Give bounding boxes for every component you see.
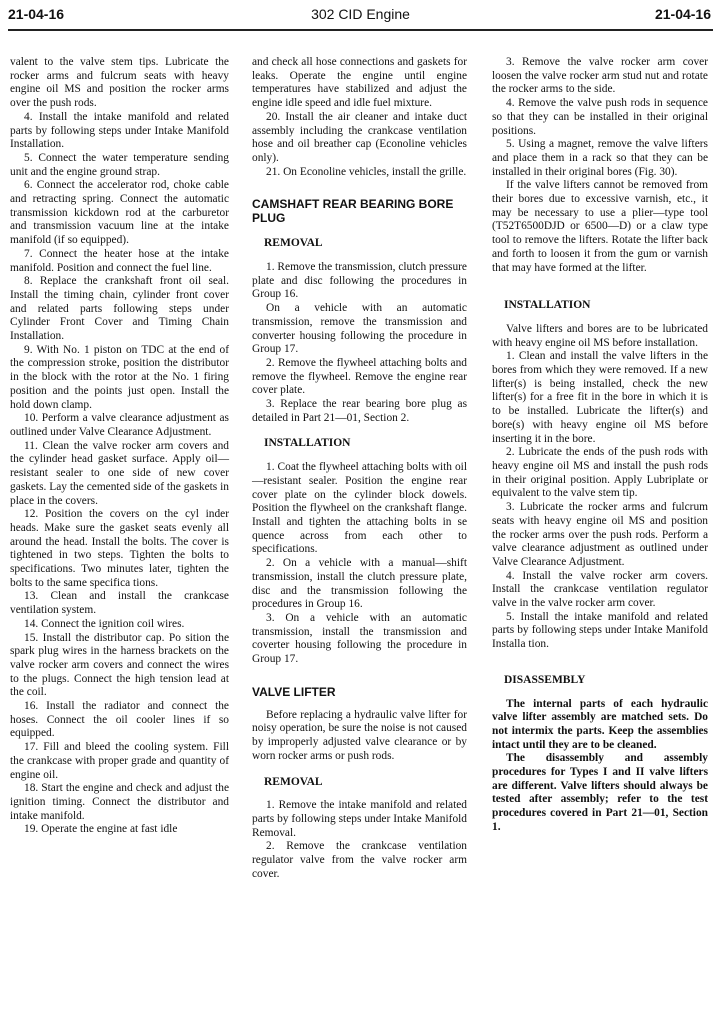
paragraph: On a vehicle with an automatic transmission, remove the transmission and converter housing following the procedure in Group 17. (252, 302, 467, 356)
paragraph: 4. Install the intake manifold and related parts by following steps under Intake Manifold Installation. (10, 110, 229, 151)
paragraph: The internal parts of each hydraulic valve lifter assembly are matched sets. Do not intermix the parts. Keep the assemblies intact until they are to be cleaned. (492, 697, 708, 751)
paragraph: 1. Remove the intake manifold and related parts by following steps under Intake Manifold Removal. (252, 799, 467, 839)
paragraph: 3. Replace the rear bearing bore plug as detailed in Part 21—01, Section 2. (252, 398, 467, 424)
paragraph: 12. Position the covers on the cyl inder heads. Make sure the gasket seats evenly all around the head. Install the bolts. The cover is tightened in two steps. Tighten the bolts to specifications. Two minutes later, tighten the bolts to the same specifica tions. (10, 508, 229, 589)
paragraph: 4. Remove the valve push rods in sequence so that they can be installed in their original positions. (492, 97, 708, 137)
paragraph: and check all hose connections and gaskets for leaks. Operate the engine until engine temperatures have stabilized and adjust the engine idle speed and idle fuel mixture. (252, 56, 467, 110)
paragraph: 3. Lubricate the rocker arms and fulcrum seats with heavy engine oil MS and position the rocker arms over the push rods. Perform a valve clearance adjustment as outlined under Valve Clearance Adjustment. (492, 501, 708, 568)
paragraph: 8. Replace the crankshaft front oil seal. Install the timing chain, cylinder front cover and related parts following steps under Cylinder Front Cover and Timing Chain Installation. (10, 275, 229, 343)
paragraph: 5. Using a magnet, remove the valve lifters and place them in a rack so that they can be installed in their original bores (Fig. 30). (492, 138, 708, 178)
section-heading: CAMSHAFT REAR BEARING BORE PLUG (252, 197, 454, 226)
paragraph: 3. On a vehicle with an automatic transmission, install the transmission and coverter housing following the procedure in Group 17. (252, 611, 467, 666)
section-heading: VALVE LIFTER (252, 684, 336, 699)
header-rule (8, 29, 713, 31)
page-number-right: 21-04-16 (654, 6, 711, 22)
paragraph: 1. Remove the transmission, clutch pressure plate and disc following the procedures in Group 16. (252, 261, 467, 301)
subsection-heading: REMOVAL (264, 775, 323, 788)
paragraph: 10. Perform a valve clearance adjustment as outlined under Valve Clearance Adjustment. (10, 412, 229, 438)
paragraph: Before replacing a hydraulic valve lifter for noisy operation, be sure the noise is not caused by improperly adjusted valve clearance or by worn rocker arms or push rods. (252, 708, 467, 762)
paragraph: 2. Remove the crankcase ventilation regulator valve from the valve rocker arm cover. (252, 840, 467, 880)
paragraph: 1. Coat the flywheel attaching bolts with oil—resistant sealer. Position the engine rear cover plate on the cylinder block dowels. Position the flywheel on the crankshaft flange. Install and tighten the attaching bolts in se quence across from each other to specifications. (252, 461, 467, 556)
paragraph: 6. Connect the accelerator rod, choke cable and retracting spring. Connect the automatic transmission kickdown rod at the carburetor and transmission vacuum line at the intake manifold (if so equipped). (10, 179, 229, 247)
paragraph: 5. Connect the water temperature sending unit and the engine ground strap. (10, 151, 229, 178)
paragraph: 2. Lubricate the ends of the push rods with heavy engine oil MS and install the push rods in their original position. Apply Lubriplate or equivalent to the valve stem tip. (492, 446, 708, 500)
page-title: 302 CID Engine (311, 6, 410, 22)
paragraph: 7. Connect the heater hose at the intake manifold. Position and connect the fuel line. (10, 247, 229, 274)
subsection-heading: INSTALLATION (264, 437, 351, 450)
subsection-heading: REMOVAL (264, 237, 323, 250)
paragraph: 21. On Econoline vehicles, install the grille. (266, 165, 467, 178)
paragraph: 19. Operate the engine at fast idle (24, 823, 178, 836)
paragraph: 14. Connect the ignition coil wires. (24, 617, 185, 630)
paragraph: 15. Install the distributor cap. Po sition the spark plug wires in the harness brackets on the valve rocker arm covers and connect the wires to the plugs. Connect the high tension lead at the coil. (10, 631, 229, 699)
page-header (0, 0, 721, 28)
paragraph: 18. Start the engine and check and adjust the ignition timing. Connect the distributor and intake manifold. (10, 782, 229, 822)
paragraph: 16. Install the radiator and connect the hoses. Connect the oil cooler lines if so equipped. (10, 700, 229, 740)
paragraph: 9. With No. 1 piston on TDC at the end of the compression stroke, position the distributor in the block with the rotor at the No. 1 firing position and the points just open. Install the hold down clamp. (10, 343, 229, 411)
paragraph: 13. Clean and install the crankcase ventilation system. (10, 590, 229, 617)
page-number-left: 21-04-16 (8, 6, 65, 22)
column-1 (10, 56, 229, 837)
paragraph: The disassembly and assembly procedures for Types I and II valve lifters are different. Valve lifters should always be tested after assembly; refer to the test procedures covered in Part 21—01, Section 1. (492, 752, 708, 833)
paragraph: 11. Clean the valve rocker arm covers and the cylinder head gasket surface. Apply oil—resistant sealer to one side of new cover gaskets. Lay the cemented side of the gaskets in place in the covers. (10, 439, 229, 507)
paragraph: 2. Remove the flywheel attaching bolts and remove the flywheel. Remove the engine rear cover plate. (252, 356, 467, 397)
subsection-heading: INSTALLATION (504, 299, 591, 312)
paragraph: 17. Fill and bleed the cooling system. Fill the crankcase with proper grade and quantity of engine oil. (10, 741, 229, 781)
paragraph: valent to the valve stem tips. Lubricate the rocker arms and fulcrum seats with heavy engine oil MS and position the rocker arms over the push rods. (10, 56, 229, 110)
column-2 (252, 56, 467, 881)
paragraph: Valve lifters and bores are to be lubricated with heavy engine oil MS before installation. (492, 322, 708, 349)
column-3 (492, 56, 708, 835)
paragraph: 2. On a vehicle with a manual—shift transmission, install the clutch pressure plate, disc and the transmission following the procedures in Group 16. (252, 557, 467, 611)
paragraph: 3. Remove the valve rocker arm cover loosen the valve rocker arm stud nut and rotate the rocker arms to the side. (492, 56, 708, 96)
paragraph: 1. Clean and install the valve lifters in the bores from which they were removed. If a new lifter(s) is being installed, check the new lifter(s) for a free fit in the bore in which it is to be installed. Lubricate the lifter(s) and bore(s) with heavy engine oil MS before inserting it in the bore. (492, 350, 708, 445)
paragraph: If the valve lifters cannot be removed from their bores due to excessive varnish, etc., it may be necessary to use a plier—type tool (T52T6500DJD or 6500—D) or a claw type tool to remove the lifters. Rotate the lifter back and forth to loosen it from the gum or varnish that may have formed at the lifter. (492, 179, 708, 274)
subsection-heading: DISASSEMBLY (504, 673, 586, 686)
paragraph: 4. Install the valve rocker arm covers. Install the crankcase ventilation regulator valve in the valve rocker arm cover. (492, 569, 708, 610)
paragraph: 5. Install the intake manifold and related parts by following steps under Intake Manifold Installa tion. (492, 610, 708, 651)
paragraph: 20. Install the air cleaner and intake duct assembly including the crankcase ventilation hose and oil breather cap (Econoline vehicles only). (252, 110, 467, 164)
